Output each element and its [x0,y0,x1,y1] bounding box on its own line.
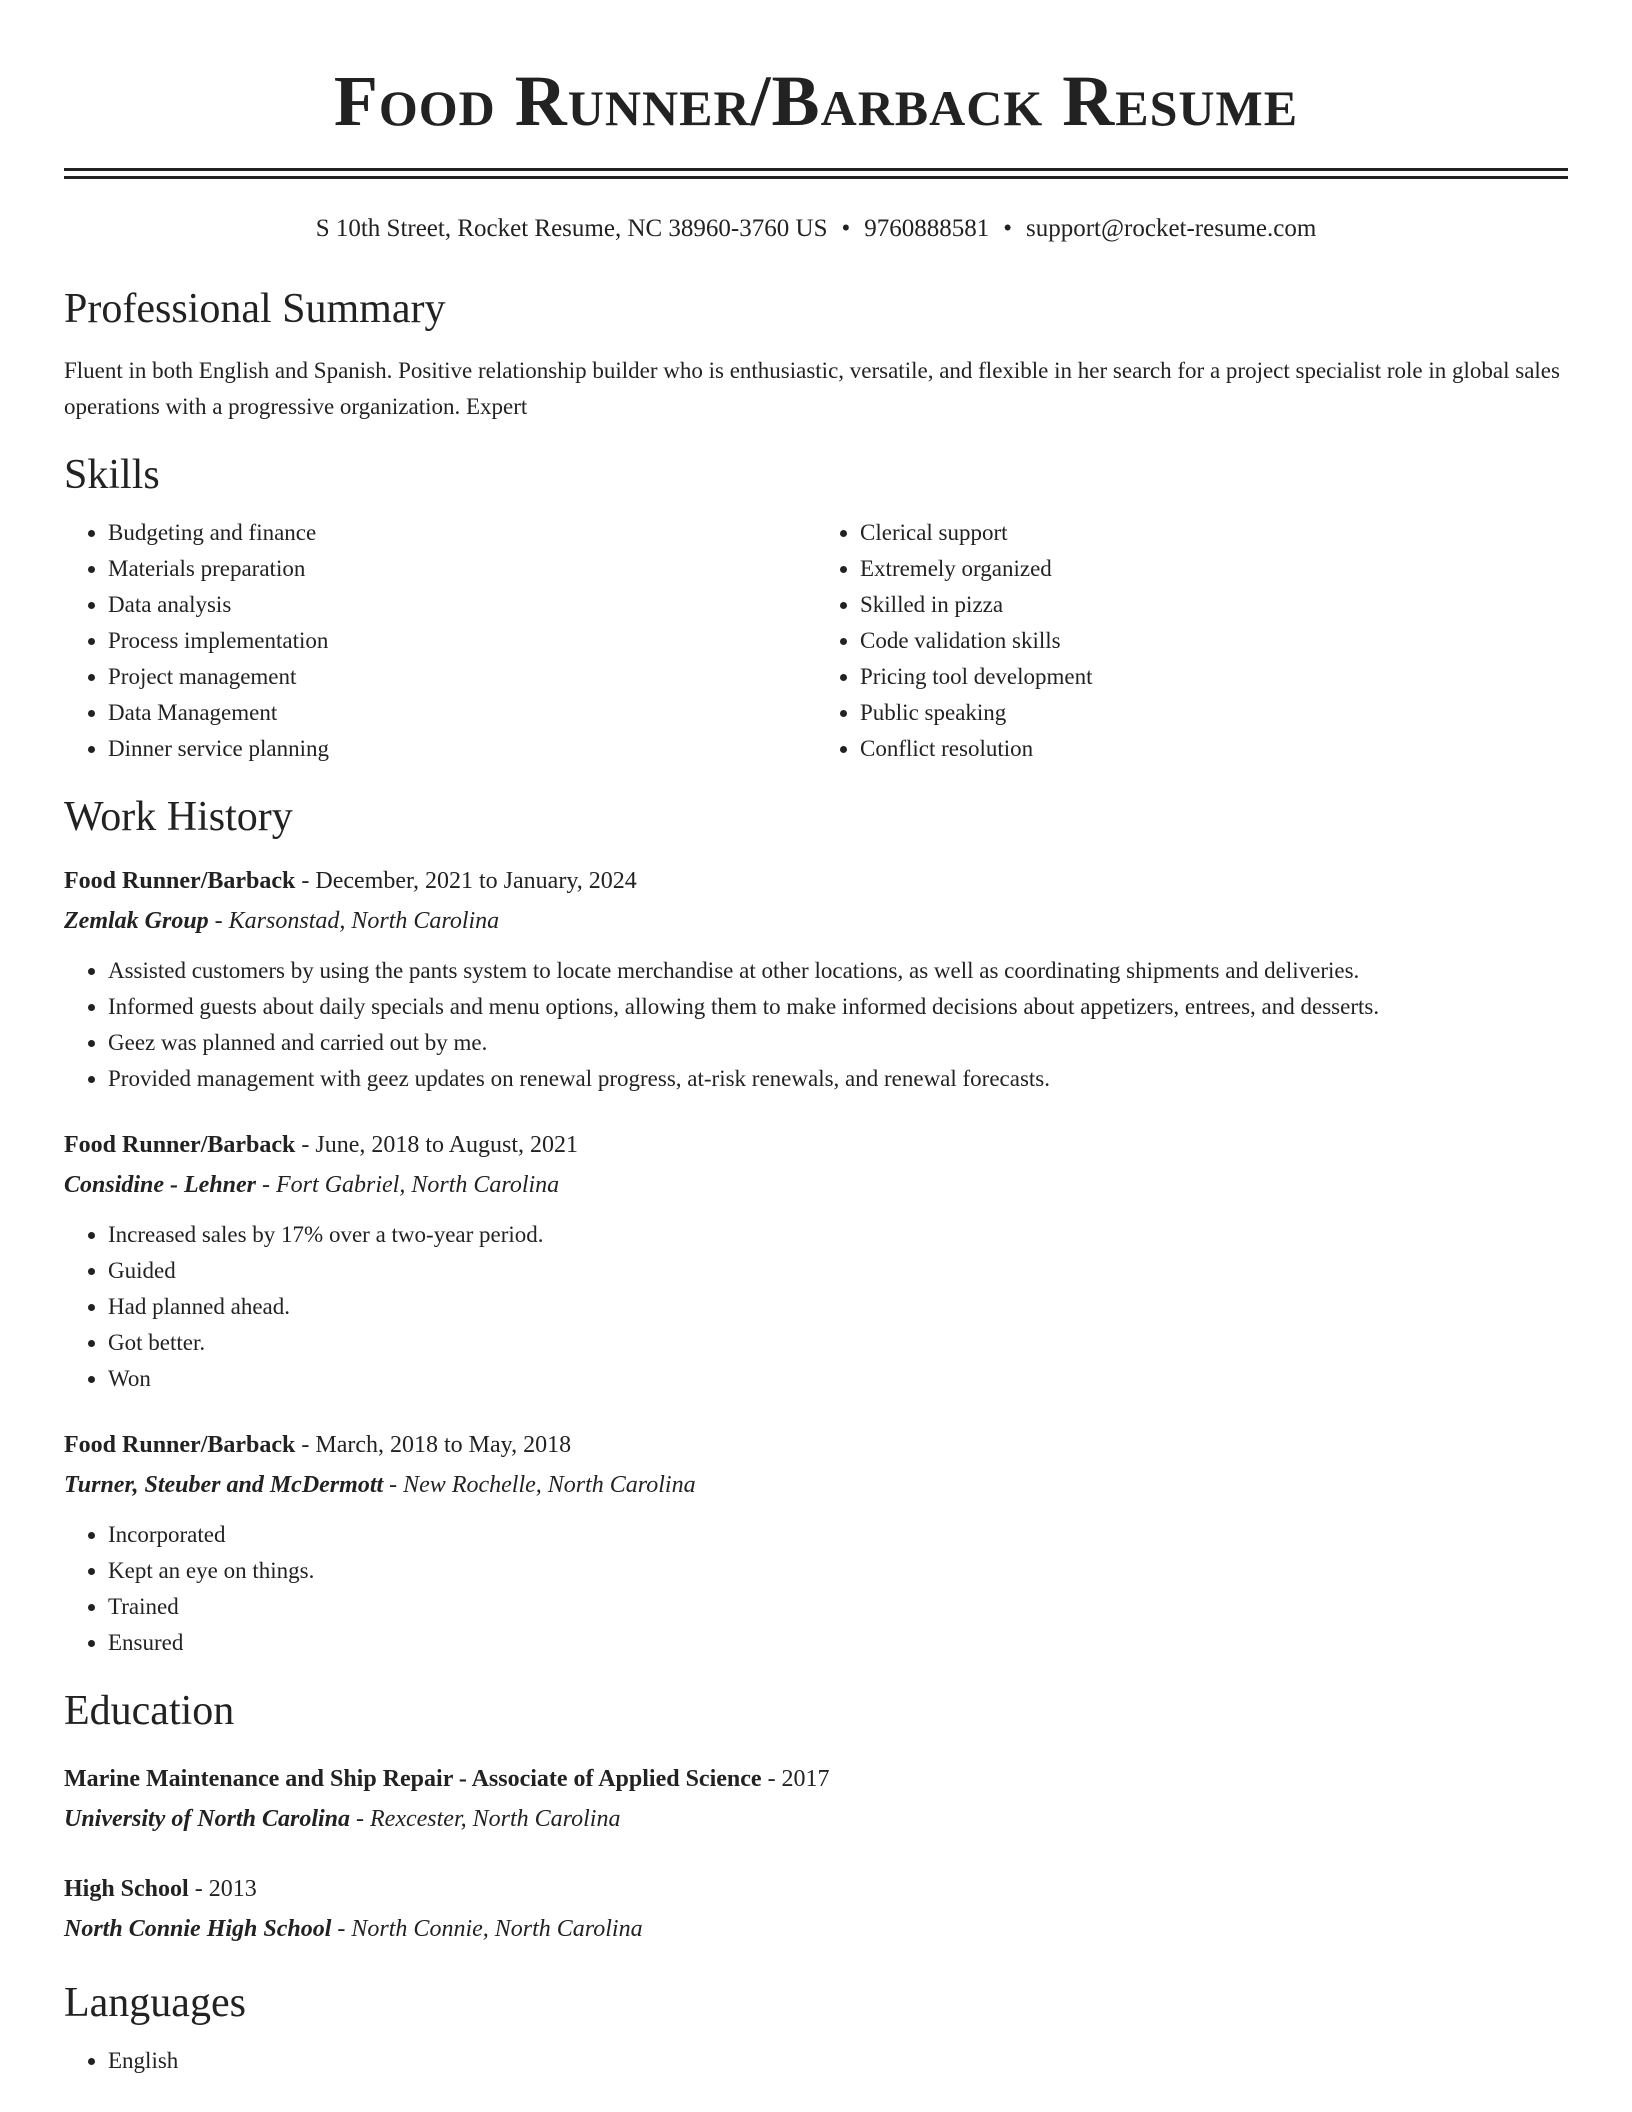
education-entry [64,1869,1568,1949]
job-dates: - June, 2018 to August, 2021 [295,1132,579,1158]
summary-text: Fluent in both English and Spanish. Positive relationship builder who is enthusiastic, versatile, and flexible in her search for a project specialist role in global sales operations with a progressive organization. Expert [64,358,1560,419]
job-employer [64,1465,1568,1505]
job-bullet: • Assisted customers by using the pants system to locate merchandise at other locations, as well as coordinating shipments and deliveries. [108,953,1568,989]
job-entry [64,1425,1568,1661]
education-entry [64,1759,1568,1839]
job-title: Food Runner/Barback [64,868,296,894]
contact-phone: 9760888581 [864,215,990,242]
contact-line [64,213,1568,245]
skill-item: • Process implementation [108,623,816,659]
skill-item: • Dinner service planning [108,731,816,767]
job-header [64,1425,1568,1465]
education-year: - 2013 [188,1876,257,1902]
languages-section [64,2043,1568,2079]
job-company: Considine - Lehner [64,1172,257,1198]
job-bullet: • Had planned ahead. [108,1289,1568,1325]
skill-item: • Public speaking [860,695,1568,731]
job-bullet: • Guided [108,1253,1568,1289]
job-bullet: • Won [108,1361,1568,1397]
job-bullet: • Got better. [108,1325,1568,1361]
education-degree: High School [64,1876,189,1902]
education-institution [64,1799,1568,1839]
skill-item: • Extremely organized [860,551,1568,587]
skill-item: • Clerical support [860,515,1568,551]
education-school: North Connie High School [64,1916,332,1942]
skill-item: • Materials preparation [108,551,816,587]
job-company: Zemlak Group [64,908,209,934]
contact-separator: • [841,215,851,242]
education-location: - North Connie, North Carolina [331,1916,643,1942]
languages-list [64,2043,1568,2079]
job-bullets [64,1217,1568,1397]
job-location: - Karsonstad, North Carolina [208,908,500,934]
contact-email: support@rocket-resume.com [1026,215,1317,242]
skills-columns [64,515,1568,767]
education-heading: Education [64,1688,235,1734]
job-bullet: • Geez was planned and carried out by me. [108,1025,1568,1061]
skills-list-right [816,515,1568,767]
resume-title: Food Runner/Barback Resume [333,61,1299,141]
education-school: University of North Carolina [64,1806,351,1832]
summary-heading: Professional Summary [64,286,446,332]
job-entry [64,861,1568,1097]
contact-address: S 10th Street, Rocket Resume, NC 38960-3760 US [315,215,828,242]
skills-list-left [64,515,816,767]
job-bullet: • Provided management with geez updates on renewal progress, at-risk renewals, and renewal forecasts. [108,1061,1568,1097]
skills-heading: Skills [64,452,160,498]
job-bullet: • Increased sales by 17% over a two-year period. [108,1217,1568,1253]
job-header [64,1125,1568,1165]
education-year: - 2017 [761,1766,830,1792]
job-title: Food Runner/Barback [64,1432,296,1458]
job-location: - New Rochelle, North Carolina [383,1472,696,1498]
contact-separator: • [1003,215,1012,242]
job-bullet: • Kept an eye on things. [108,1553,1568,1589]
job-bullet: • Informed guests about daily specials and menu options, allowing them to make informed decisions about appetizers, entrees, and desserts. [108,989,1568,1025]
work-history-heading: Work History [64,794,293,840]
job-bullets [64,953,1568,1097]
job-dates: - December, 2021 to January, 2024 [295,868,637,894]
skill-item: • Data analysis [108,587,816,623]
education-header [64,1869,1568,1909]
education-location: - Rexcester, North Carolina [350,1806,621,1832]
title-divider [64,168,1568,179]
skill-item: • Conflict resolution [860,731,1568,767]
languages-heading: Languages [64,1980,246,2026]
job-location: - Fort Gabriel, North Carolina [256,1172,560,1198]
skill-item: • Pricing tool development [860,659,1568,695]
language-item: • English [108,2043,1568,2079]
job-bullet: • Trained [108,1589,1568,1625]
job-header [64,861,1568,901]
education-degree: Marine Maintenance and Ship Repair - Associate of Applied Science [64,1766,762,1792]
education-institution [64,1909,1568,1949]
education-header [64,1759,1568,1799]
skill-item: • Skilled in pizza [860,587,1568,623]
job-title: Food Runner/Barback [64,1132,296,1158]
job-employer [64,901,1568,941]
job-dates: - March, 2018 to May, 2018 [295,1432,572,1458]
job-bullet: • Incorporated [108,1517,1568,1553]
skill-item: • Project management [108,659,816,695]
job-entry [64,1125,1568,1397]
skill-item: • Budgeting and finance [108,515,816,551]
skill-item: • Data Management [108,695,816,731]
job-company: Turner, Steuber and McDermott [64,1472,384,1498]
job-bullet: • Ensured [108,1625,1568,1661]
skill-item: • Code validation skills [860,623,1568,659]
job-employer [64,1165,1568,1205]
job-bullets [64,1517,1568,1661]
